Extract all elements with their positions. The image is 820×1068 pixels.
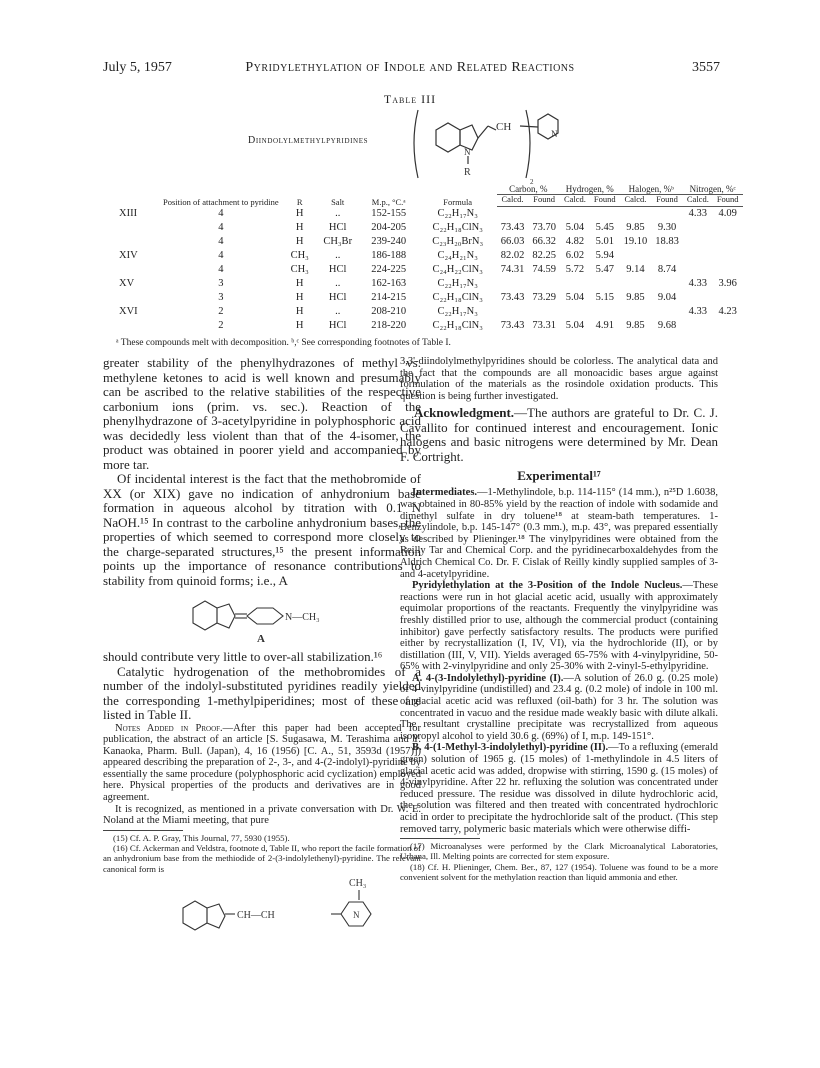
table-row <box>115 207 743 222</box>
table-cell-c1 <box>497 207 529 222</box>
table-cell-n1 <box>683 319 713 333</box>
table-row <box>115 235 743 249</box>
structure-b <box>103 874 421 952</box>
table-cell-x2: 8.74 <box>657 264 677 275</box>
table-cell-h2 <box>590 207 620 222</box>
experimental-heading: Experimental¹⁷ <box>517 468 601 484</box>
table-cell-id <box>115 235 159 249</box>
table-cell-salt: HCl <box>328 264 347 275</box>
table-cell-pos: 4 <box>218 250 224 261</box>
table-cell-mp: 218-220 <box>371 320 407 331</box>
footnote-18: (18) Cf. H. Plieninger, Chem. Ber., 87, 127 (1954). Toluene was found to be a more convenient solvent for the methylation reaction than liquid ammonia and ether. <box>400 861 718 883</box>
table-row <box>115 263 743 277</box>
table-cell-pos: 2 <box>218 306 224 317</box>
table-cell-h2: 5.94 <box>595 250 614 261</box>
table-cell-formula: C₂₂H₁₇N₃ <box>437 207 478 219</box>
table-cell-id: XIII <box>119 207 138 219</box>
table-row <box>115 319 743 333</box>
table-cell-n2 <box>713 291 743 305</box>
table-cell-c1 <box>497 305 529 319</box>
table-footnote: ᵃ These compounds melt with decomposition. ᵇ,ᶜ See corresponding footnotes of Table I. <box>116 338 451 348</box>
table-cell-h1: 5.04 <box>565 222 585 233</box>
table-cell-pos: 3 <box>218 292 224 303</box>
table-cell-formula: C₂₂H₁₇N₃ <box>437 306 478 317</box>
table-cell-x2: 9.30 <box>657 222 677 233</box>
header-found: Found <box>713 195 743 207</box>
table-cell-n2 <box>713 319 743 333</box>
table-cell-mp: 186-188 <box>371 250 407 261</box>
table-cell-n1: 4.33 <box>688 306 708 317</box>
paragraph: 3,3'-diindolylmethylpyridines should be colorless. The analytical data and the fact that the compounds are all monoacidic bases argue against formulation of the materials as the rosindole oxidation products. This question is being further investigated. <box>400 356 718 402</box>
header-nitrogen: Nitrogen, %ᶜ <box>683 185 743 195</box>
table-cell-id <box>115 319 159 333</box>
running-title: Pyridylethylation of Indole and Related Reactions <box>245 60 575 75</box>
ack-label: Acknowledgment. <box>414 405 515 421</box>
structure-a <box>103 588 421 650</box>
table-cell-mp: 224-225 <box>371 264 407 275</box>
table-cell-c2: 73.70 <box>532 222 556 233</box>
structure-a-label: A <box>257 633 265 645</box>
procedure-a-label: A. 4-(3-Indolylethyl)-pyridine (I). <box>412 672 564 684</box>
table-cell-x1: 19.10 <box>623 236 648 247</box>
table-cell-r: H <box>295 278 304 289</box>
table-cell-h1: 5.72 <box>565 264 585 275</box>
table-cell-h2: 5.01 <box>595 236 614 247</box>
header-found: Found <box>528 195 560 207</box>
table-cell-h1 <box>560 277 590 291</box>
table-cell-h1 <box>560 207 590 222</box>
table-cell-pos: 3 <box>218 278 224 289</box>
table-cell-formula: C₂₂H₁₈ClN₃ <box>432 222 483 233</box>
table-iii <box>115 185 743 333</box>
footnote-rule <box>400 838 480 839</box>
header-salt: Salt <box>331 196 345 207</box>
table-cell-mp: 208-210 <box>371 306 407 317</box>
table-row <box>115 305 743 319</box>
table-cell-n2: 3.96 <box>718 278 737 289</box>
table-cell-c1 <box>497 277 529 291</box>
table-cell-formula: C₂₂H₁₈ClN₃ <box>432 292 483 303</box>
table-cell-n1 <box>683 249 713 263</box>
procedure-b-label: B. 4-(1-Methyl-3-indolylethyl)-pyridine (II). <box>412 742 609 754</box>
table-cell-n1: 4.33 <box>688 208 708 219</box>
table-cell-x1: 9.85 <box>626 292 645 303</box>
paragraph: Of incidental interest is the fact that the methobromide of XX (or XIX) gave no indication of anhydronium base formation in aqueous alcohol by titration with 0.1 N NaOH.¹⁵ In contrast to the carboline anhydronium bases, the properties of which seemed to correspond more closely to the charge-separated structures,¹⁵ the present information points up the importance of resonance contributions to stability from quinoid forms; i.e., A <box>103 471 421 588</box>
table-cell-c1: 82.02 <box>500 250 525 261</box>
table-cell-salt: HCl <box>328 222 347 233</box>
table-cell-mp: 204-205 <box>371 222 407 233</box>
footnote-17: (17) Microanalyses were performed by the Clark Microanalytical Laboratories, Urbana, Ill. Melting points are corrected for stem exposure. <box>400 841 718 862</box>
structure-a-group: N—CH₃ <box>285 612 320 623</box>
diindolylmethylpyridine-structure <box>408 100 578 190</box>
table-cell-n1 <box>683 263 713 277</box>
right-column <box>400 356 718 882</box>
table-cell-r: H <box>295 292 304 303</box>
pyridylethylation-label: Pyridylethylation at the 3-Position of the Indole Nucleus. <box>412 580 683 592</box>
table-cell-r: CH₃ <box>290 264 309 275</box>
table-cell-x1: 9.85 <box>626 222 645 233</box>
table-cell-n2 <box>713 235 743 249</box>
table-cell-h2: 5.45 <box>595 222 614 233</box>
table-cell-h1 <box>560 305 590 319</box>
table-cell-c2 <box>528 207 560 222</box>
table-cell-c2: 66.32 <box>532 236 556 247</box>
header-halogen: Halogen, %ᵇ <box>620 185 683 195</box>
table-cell-x1 <box>620 277 652 291</box>
table-cell-h2 <box>590 277 620 291</box>
paragraph: should contribute very little to over-all stabilization.¹⁶ <box>103 649 383 664</box>
paragraph: Catalytic hydrogenation of the methobromides of a number of the indolyl-substituted pyridines readily yielded the corresponding 1-methylpiperidines; most of these are listed in Table II. <box>103 663 421 722</box>
header-calcd: Calcd. <box>683 195 713 207</box>
table-cell-id: XV <box>119 278 135 289</box>
table-cell-c2: 82.25 <box>532 250 556 261</box>
table-cell-pos: 4 <box>218 264 224 275</box>
table-cell-r: H <box>295 306 304 317</box>
table-cell-c1: 66.03 <box>500 236 525 247</box>
table-subtitle: Diindolylmethylpyridines <box>248 135 369 146</box>
table-cell-mp: 239-240 <box>371 236 407 247</box>
table-cell-mp: 214-215 <box>371 292 407 303</box>
table-cell-pos: 4 <box>218 207 224 219</box>
table-cell-salt: .. <box>335 306 341 317</box>
table-cell-x1 <box>620 249 652 263</box>
table-cell-h1: 5.04 <box>565 292 585 303</box>
table-cell-id <box>115 263 159 277</box>
table-cell-x1 <box>620 305 652 319</box>
table-cell-id: XIV <box>119 250 138 261</box>
table-cell-salt: CH₃Br <box>323 236 353 247</box>
structure-b-ch3: CH₃ <box>349 878 367 890</box>
table-cell-id <box>115 221 159 235</box>
header-found: Found <box>651 195 683 207</box>
footnote-15: (15) Cf. A. P. Gray, This Journal, 77, 5930 (1955). <box>113 832 290 843</box>
table-cell-x2 <box>651 305 683 319</box>
table-cell-salt: .. <box>335 278 341 289</box>
table-cell-salt: .. <box>335 207 341 219</box>
ack-text: —The authors are grateful to Dr. C. J. Cavallito for continued interest and encouragement. Ionic halogens and basic nitrogens were determined by Mr. Dean F. Cortright. <box>400 405 718 464</box>
table-cell-x2 <box>651 207 683 222</box>
table-cell-h1: 5.04 <box>565 320 585 331</box>
table-cell-h2: 5.15 <box>595 292 614 303</box>
header-mp: M.p., °C.ᵃ <box>371 196 406 207</box>
notes-label: Notes Added in Proof. <box>115 722 223 734</box>
header-found: Found <box>590 195 620 207</box>
header-calcd: Calcd. <box>497 195 529 207</box>
left-column <box>103 356 421 952</box>
table-cell-r: H <box>295 236 304 247</box>
table-cell-c1: 73.43 <box>500 222 525 233</box>
table-cell-mp: 152-155 <box>371 207 407 219</box>
table-cell-pos: 4 <box>218 222 224 233</box>
table-cell-x2 <box>651 277 683 291</box>
table-cell-salt: HCl <box>328 292 347 303</box>
table-cell-h1: 4.82 <box>565 236 585 247</box>
table-cell-salt: HCl <box>328 320 347 331</box>
table-cell-h2 <box>590 305 620 319</box>
structure-subscript: 2 <box>530 178 534 185</box>
structure-r: R <box>464 167 471 178</box>
table-cell-c1: 73.43 <box>500 320 525 331</box>
paragraph: It is recognized, as mentioned in a private conversation with Dr. W. E. Noland at the Miami meeting, that pure <box>103 803 421 827</box>
header-calcd: Calcd. <box>560 195 590 207</box>
table-cell-formula: C₂₂H₁₇N₃ <box>437 278 478 289</box>
table-cell-x2 <box>651 249 683 263</box>
table-row <box>115 221 743 235</box>
table-cell-x1: 9.14 <box>626 264 645 275</box>
page-number: 3557 <box>692 60 720 75</box>
table-cell-id: XVI <box>119 306 138 317</box>
header-formula: Formula <box>443 196 473 207</box>
pyridylethylation-text: —These reactions were run in hot glacial acetic acid, usually with approximately equimolar proportions of the reactants. Frequently the vinylpyridine was freshly distilled prior to use, although the commercial product (containing inhibitor) gave perfectly satisfactory results. The products were purified either by recrystallization (I, IV, VI), via the hydrochloride (II), or by distillation (III, V, VII). Yields averaged 65-75% with 4-vinylpyridine, 50-65% with 2-vinylpyridine and only 25-30% with 2-vinyl-5-ethylpyridine. <box>400 580 718 673</box>
footnote-rule <box>103 830 183 831</box>
procedure-b-text: —To a refluxing (emerald green) solution of 1965 g. (15 moles) of 1-methylindole in 4.5 liters of glacial acetic acid was added, dropwise with stirring, 1590 g. (15 moles) of 4-vinylpyridine. After 22 hr. refluxing the solution was concentrated under reduced pressure. The residue was dissolved in dilute hydrochloric acid, the solution was filtered and then treated with concentrated hydrochloric acid in order to precipitate the hydrochloride salt of the product. (This step removed tarry, polymeric basic materials which were otherwise diffi- <box>400 742 718 835</box>
table-cell-n2 <box>713 249 743 263</box>
procedure-a-text: —A solution of 26.0 g. (0.25 mole) of 4-vinylpyridine (undistilled) and 23.4 g. (0.2 mole) of indole in 100 ml. of glacial acetic acid was refluxed (oil-bath) for 3 hr. The solution was concentrated in vacuo and the residue made weakly basic with dilute alkali. The resultant crystalline precipitate was recrystallized from aqueous isopropyl alcohol to yield 30.6 g. (69%) of I, m.p. 149-151°. <box>400 672 718 742</box>
table-cell-formula: C₂₃H₂₀BrN₃ <box>432 236 484 247</box>
table-cell-c1: 73.43 <box>500 292 525 303</box>
table-cell-id <box>115 291 159 305</box>
table-cell-h2: 5.47 <box>595 264 614 275</box>
table-cell-x2: 9.04 <box>657 292 677 303</box>
table-cell-c2: 73.31 <box>532 320 556 331</box>
table-cell-r: H <box>295 207 304 219</box>
table-cell-salt: .. <box>335 250 341 261</box>
table-cell-c2: 74.59 <box>532 264 556 275</box>
paragraph: greater stability of the phenylhydrazones of methyl vs. methylene ketones to acid is well known and presumably can be ascribed to the relative stabilities of the respective carbonium ions (prim. vs. sec.). Reaction of the phenylhydrazone of 3-acetylpyridine in polyphosphoric acid was decidedly less violent than that of the 4-isomer, the product was obtained in poorer yield and accompanied by more tar. <box>103 355 421 472</box>
table-cell-c2 <box>528 305 560 319</box>
footnote-16: (16) Cf. Ackerman and Veldstra, footnote d, Table II, who report the facile formation of an anhydronium base from the methiodide of 2-(3-indolylethenyl)-pyridine. The relevant canonical form is <box>103 843 421 874</box>
header-hydrogen: Hydrogen, % <box>560 185 620 195</box>
header-r: R <box>296 196 303 207</box>
table-cell-h1: 6.02 <box>565 250 585 261</box>
table-cell-n1 <box>683 221 713 235</box>
structure-b-chain: CH—CH <box>237 910 275 922</box>
table-cell-n2: 4.09 <box>718 208 737 219</box>
table-cell-c2: 73.29 <box>532 292 556 303</box>
table-title: Table III <box>383 92 437 106</box>
table-cell-n1 <box>683 291 713 305</box>
intermediates-label: Intermediates. <box>412 487 478 499</box>
table-cell-n2 <box>713 263 743 277</box>
table-cell-h2: 4.91 <box>595 320 614 331</box>
table-cell-r: H <box>295 320 304 331</box>
notes-text: —After this paper had been accepted for publication, the abstract of an article [S. Sugasawa, M. Terashima and Y. Kanaoka, Pharm. Bull. (Japan), 4, 16 (1956) [C. A., 51, 3593d (1957)]) appeared describing the preparation of 2-, 3-, and 4-(2-indolyl)-pyridine by essentially the same procedure (polyphosphoric acid cyclization) employed here. Physical properties of the products and derivatives are in good agreement. <box>103 722 421 804</box>
intermediates-text: —1-Methylindole, b.p. 114-115° (14 mm.), n²⁵D 1.6038, was obtained in 80-85% yield by the reaction of indole with sodamide and dimethyl sulfate in dry toluene¹⁸ at steam-bath temperatures. 1-Benzylindole, b.p. 145-147° (0.3 mm.), m.p. 43°, was prepared essentially as described by Plieninger.¹⁸ The vinylpyridines were obtained from the Reilly Tar and Chemical Corp. and the pyridinecarboxaldehydes from the Aldrich Chemical Co. Dr. F. Cislak of Reilly kindly supplied samples of 3- and 4-acetylpyridine. <box>400 487 718 580</box>
table-cell-formula: C₂₄H₂₂ClN₃ <box>432 264 483 275</box>
table-cell-r: H <box>295 222 304 233</box>
table-cell-n1 <box>683 235 713 249</box>
table-cell-n1: 4.33 <box>688 278 708 289</box>
table-row <box>115 291 743 305</box>
table-row <box>115 277 743 291</box>
table-cell-c2 <box>528 277 560 291</box>
structure-ch: CH <box>496 121 512 133</box>
table-cell-pos: 2 <box>218 320 224 331</box>
table-cell-pos: 4 <box>218 236 224 247</box>
table-cell-n2: 4.23 <box>718 306 737 317</box>
structure-n-pyridine: N <box>551 129 558 139</box>
table-cell-n2 <box>713 221 743 235</box>
table-row <box>115 249 743 263</box>
table-cell-x2: 9.68 <box>657 320 677 331</box>
header-calcd: Calcd. <box>620 195 652 207</box>
table-cell-r: CH₃ <box>290 250 309 261</box>
table-cell-x2: 18.83 <box>655 236 679 247</box>
table-cell-formula: C₂₄H₂₁N₃ <box>437 250 478 261</box>
table-cell-x1 <box>620 207 652 222</box>
table-cell-formula: C₂₂H₁₈ClN₃ <box>432 320 483 331</box>
table-cell-mp: 162-163 <box>371 278 407 289</box>
structure-b-n: N <box>353 910 360 921</box>
header-position: Position of attachment to pyridine <box>163 196 279 207</box>
structure-n-indole: N <box>464 147 471 157</box>
header-carbon: Carbon, % <box>497 185 560 195</box>
table-cell-c1: 74.31 <box>500 264 525 275</box>
table-cell-x1: 9.85 <box>626 320 645 331</box>
page-date: July 5, 1957 <box>103 60 172 75</box>
